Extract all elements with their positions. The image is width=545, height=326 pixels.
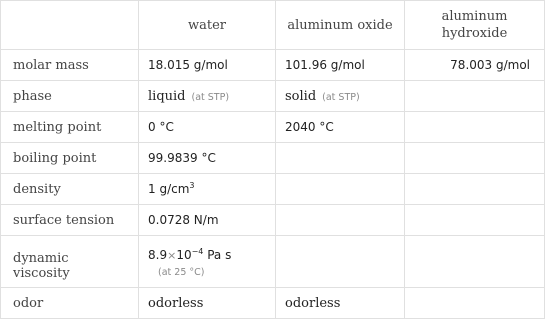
header-water: water <box>139 1 276 50</box>
cell-aluminum-hydroxide-boiling-point <box>405 143 545 174</box>
table-row <box>1 205 545 236</box>
table-row <box>1 112 545 143</box>
cell-water-odor: odorless <box>139 288 276 319</box>
cell-water-phase <box>139 81 276 112</box>
table-row <box>1 50 545 81</box>
cell-aluminum-oxide-molar-mass: 101.96 g/mol <box>276 50 405 81</box>
cell-aluminum-hydroxide-density <box>405 174 545 205</box>
row-label-surface-tension: surface tension <box>1 205 139 236</box>
header-aluminum-oxide: aluminum oxide <box>276 1 405 50</box>
cell-water-melting-point: 0 °C <box>139 112 276 143</box>
aluminum-oxide-phase-value: solid <box>285 88 317 104</box>
row-label-odor: odor <box>1 288 139 319</box>
row-label-melting-point: melting point <box>1 112 139 143</box>
water-phase-note: (at STP) <box>191 91 230 103</box>
row-label-phase: phase <box>1 81 139 112</box>
water-density-exponent: 3 <box>189 181 195 190</box>
header-row <box>1 1 545 50</box>
cell-water-density <box>139 174 276 205</box>
row-label-molar-mass: molar mass <box>1 50 139 81</box>
aluminum-oxide-phase-note: (at STP) <box>322 91 360 103</box>
water-viscosity-exponent: −4 <box>191 247 204 256</box>
table-row <box>1 288 545 319</box>
cell-aluminum-oxide-melting-point: 2040 °C <box>276 112 405 143</box>
water-phase-value: liquid <box>148 88 186 104</box>
table-row <box>1 81 545 112</box>
header-aluminum-hydroxide: aluminum hydroxide <box>405 1 545 50</box>
cell-water-boiling-point: 99.9839 °C <box>139 143 276 174</box>
cell-aluminum-oxide-odor: odorless <box>276 288 405 319</box>
cell-aluminum-hydroxide-surface-tension <box>405 205 545 236</box>
cell-aluminum-hydroxide-dynamic-viscosity <box>405 236 545 288</box>
water-viscosity-times: × <box>167 249 177 262</box>
cell-aluminum-oxide-phase <box>276 81 405 112</box>
cell-aluminum-hydroxide-phase <box>405 81 545 112</box>
cell-aluminum-oxide-boiling-point <box>276 143 405 174</box>
cell-aluminum-oxide-density <box>276 174 405 205</box>
water-viscosity-note: (at 25 °C) <box>158 267 205 278</box>
row-label-density: density <box>1 174 139 205</box>
water-density-base: 1 g/cm <box>148 182 190 196</box>
table-row <box>1 174 545 205</box>
water-viscosity-mantissa: 8.9 <box>148 248 168 262</box>
row-label-dynamic-viscosity: dynamic viscosity <box>1 236 139 288</box>
cell-water-dynamic-viscosity <box>139 236 276 288</box>
water-viscosity-unit: Pa s <box>203 248 232 262</box>
cell-aluminum-oxide-surface-tension <box>276 205 405 236</box>
row-label-boiling-point: boiling point <box>1 143 139 174</box>
table-row <box>1 143 545 174</box>
table-row <box>1 236 545 288</box>
header-empty <box>1 1 139 50</box>
cell-aluminum-hydroxide-odor <box>405 288 545 319</box>
water-viscosity-base: 10 <box>176 248 192 262</box>
cell-water-surface-tension: 0.0728 N/m <box>139 205 276 236</box>
cell-aluminum-hydroxide-molar-mass: 78.003 g/mol <box>405 50 545 81</box>
cell-aluminum-hydroxide-melting-point <box>405 112 545 143</box>
cell-aluminum-oxide-dynamic-viscosity <box>276 236 405 288</box>
cell-water-molar-mass: 18.015 g/mol <box>139 50 276 81</box>
